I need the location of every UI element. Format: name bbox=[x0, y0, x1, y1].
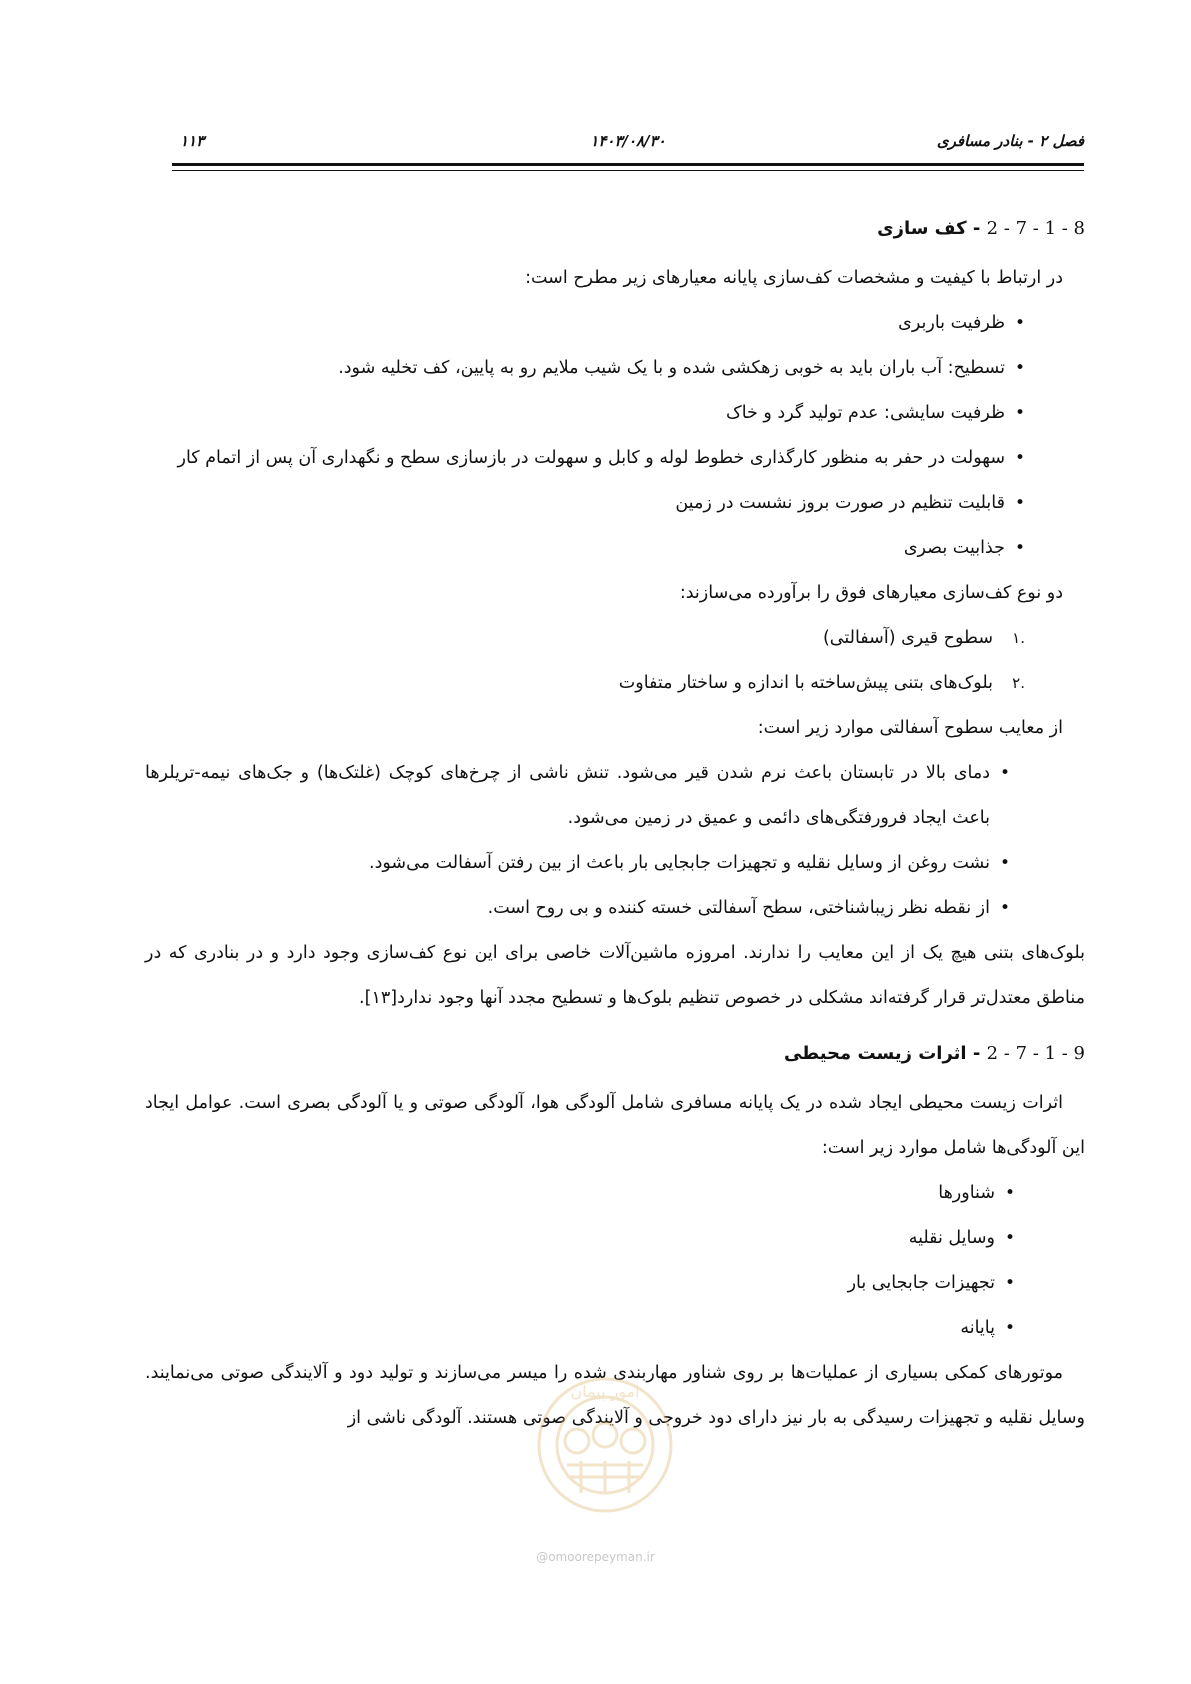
header-rule-thin bbox=[172, 170, 1084, 171]
defects-list bbox=[145, 751, 1010, 931]
header-date: ۱۴۰۳/۰۸/۳۰ bbox=[590, 132, 666, 150]
section-title: - کف سازی bbox=[877, 218, 981, 239]
paragraph-environment-intro: اثرات زیست محیطی ایجاد شده در یک پایانه مسافری شامل آلودگی هوا، آلودگی صوتی و یا آلودگی بصری است. عوامل ایجاد این آلودگی‌ها شامل موارد زیر است: bbox=[145, 1093, 1085, 1158]
list-marker: .۲ bbox=[1012, 674, 1025, 692]
list-item: • پایانه bbox=[145, 1306, 1015, 1351]
list-item: • جذابیت بصری bbox=[145, 526, 1025, 571]
page-number: ۱۱۳ bbox=[180, 132, 205, 150]
list-item: • ظرفیت سایشی: عدم تولید گرد و خاک bbox=[145, 391, 1025, 436]
paragraph-conclusion: بلوک‌های بتنی هیچ یک از این معایب را ندارند. امروزه ماشین‌آلات خاصی برای این نوع کف‌سازی وجود دارد و در بنادری که در مناطق معتدل‌تر قرار گرفته‌اند مشکلی در خصوص تنظیم بلوک‌ها و تسطیح مجدد آنها وجود ندارد[۱۳]. bbox=[145, 943, 1085, 1008]
paragraph-closing: موتورهای کمکی بسیاری از عملیات‌ها بر روی شناور مهاربندی شده را میسر می‌سازند و تولید دود و آلایندگی صوتی می‌نمایند. وسایل نقلیه و تجهیزات رسیدگی به بار نیز دارای دود خروجی و آلایندگی صوتی هستند. آلودگی ناشی از bbox=[145, 1363, 1085, 1428]
seal-label: امور پیمان bbox=[570, 1382, 640, 1401]
list-marker: .۱ bbox=[1012, 629, 1025, 647]
page-body bbox=[145, 212, 1085, 1441]
list-item: • وسایل نقلیه bbox=[145, 1216, 1015, 1261]
list-item: • سهولت در حفر به منظور کارگذاری خطوط لوله و کابل و سهولت در بازسازی سطح و نگهداری آن پس از اتمام کار bbox=[145, 436, 1025, 481]
list-item: • ظرفیت باربری bbox=[145, 301, 1025, 346]
section-number: 2 - 7 - 1 - 8 bbox=[986, 218, 1085, 239]
list-item-text: سطوح قیری (آسفالتی) bbox=[822, 628, 993, 648]
paragraph-types-intro: دو نوع کف‌سازی معیارهای فوق را برآورده می‌سازند: bbox=[679, 583, 1063, 603]
section-heading-environment bbox=[145, 1037, 1085, 1071]
list-item: • نشت روغن از وسایل نقلیه و تجهیزات جابجایی بار باعث از بین رفتن آسفالت می‌شود. bbox=[145, 841, 1010, 886]
list-item: • تسطیح: آب باران باید به خوبی زهکشی شده و با یک شیب ملایم رو به پایین، کف تخلیه شود. bbox=[145, 346, 1025, 391]
list-item: • قابلیت تنظیم در صورت بروز نشست در زمین bbox=[145, 481, 1025, 526]
types-list bbox=[145, 616, 1025, 706]
factors-list bbox=[145, 1171, 1015, 1351]
list-item: • دمای بالا در تابستان باعث نرم شدن قیر می‌شود. تنش ناشی از چرخ‌های کوچک (غلتک‌ها) و جک‌های نیمه-تریلرها باعث ایجاد فرورفتگی‌های دائمی و عمیق در زمین می‌شود. bbox=[145, 751, 1010, 841]
header-chapter: فصل ۲ - بنادر مسافری bbox=[936, 132, 1084, 150]
site-watermark: @omoorepeyman.ir bbox=[536, 1550, 655, 1564]
list-item: • تجهیزات جابجایی بار bbox=[145, 1261, 1015, 1306]
header-rule-thick bbox=[172, 163, 1084, 166]
list-item bbox=[145, 616, 1025, 661]
section-title: - اثرات زیست محیطی bbox=[783, 1043, 981, 1064]
criteria-list bbox=[145, 301, 1025, 571]
running-header bbox=[172, 122, 1084, 156]
list-item: • شناورها bbox=[145, 1171, 1015, 1216]
list-item: • از نقطه نظر زیباشناختی، سطح آسفالتی خسته کننده و بی روح است. bbox=[145, 886, 1010, 931]
list-item-text: بلوک‌های بتنی پیش‌ساخته با اندازه و ساختار متفاوت bbox=[618, 673, 993, 693]
list-item bbox=[145, 661, 1025, 706]
section-heading-flooring bbox=[145, 212, 1085, 246]
paragraph-intro: در ارتباط با کیفیت و مشخصات کف‌سازی پایانه معیارهای زیر مطرح است: bbox=[525, 268, 1063, 288]
seal-watermark bbox=[515, 1365, 695, 1525]
paragraph-defects-intro: از معایب سطوح آسفالتی موارد زیر است: bbox=[757, 718, 1063, 738]
section-number: 2 - 7 - 1 - 9 bbox=[986, 1043, 1085, 1064]
